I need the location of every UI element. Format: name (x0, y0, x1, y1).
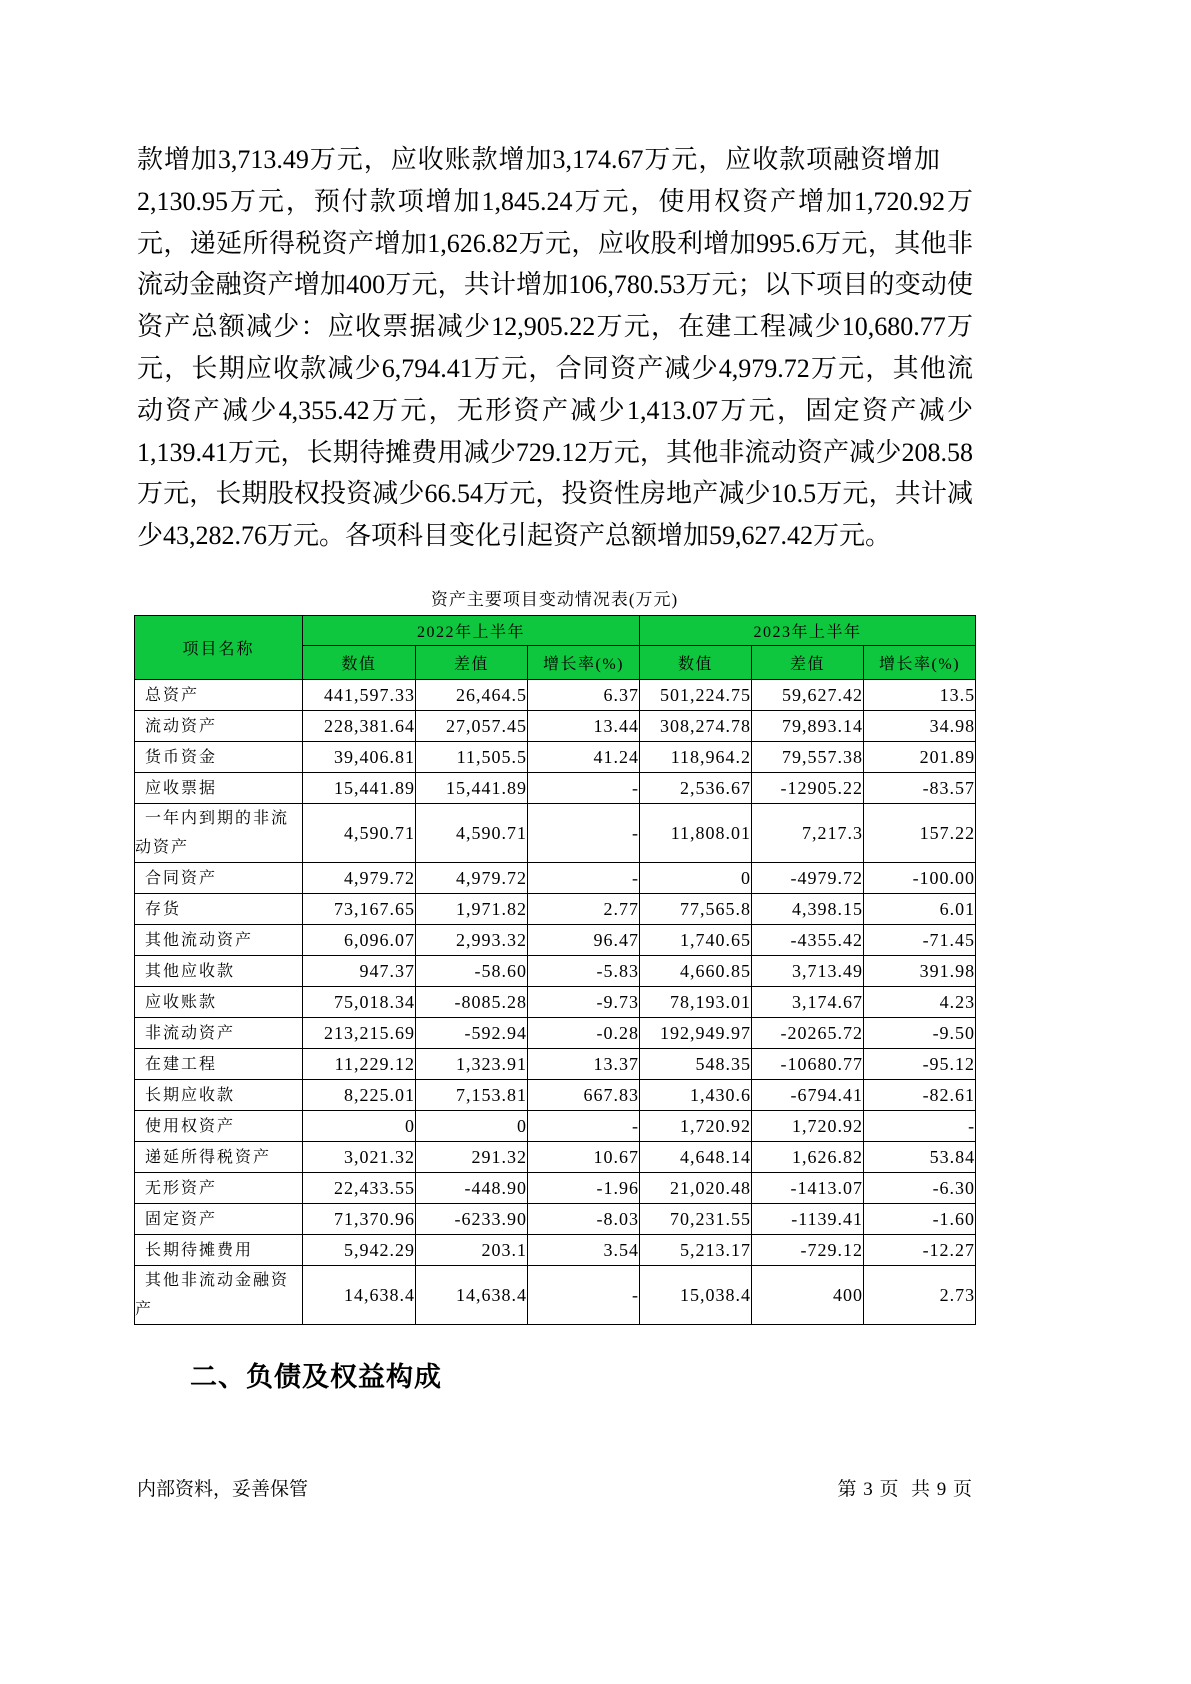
cell-2022-value: 11,229.12 (303, 1049, 416, 1080)
asset-change-table (134, 615, 976, 1325)
cell-2022-value: 3,021.32 (303, 1142, 416, 1173)
cell-2022-value: 71,370.96 (303, 1204, 416, 1235)
cell-2022-value: 73,167.65 (303, 894, 416, 925)
cell-2022-growth: - (528, 1266, 640, 1325)
paragraph-line: 2,130.95万元，预付款项增加1,845.24万元，使用权资产增加1,720.92万 (137, 186, 973, 216)
cell-2023-growth: - (864, 1111, 976, 1142)
cell-2023-growth: 13.5 (864, 680, 976, 711)
row-label: 无形资产 (135, 1173, 303, 1204)
cell-2023-growth: 6.01 (864, 894, 976, 925)
paragraph-line: 款增加3,713.49万元，应收账款增加3,174.67万元，应收款项融资增加 (137, 145, 940, 174)
cell-2023-growth: -100.00 (864, 863, 976, 894)
cell-2023-growth: 4.23 (864, 987, 976, 1018)
table-row (135, 1235, 976, 1266)
cell-2022-value: 8,225.01 (303, 1080, 416, 1111)
cell-2022-value: 947.37 (303, 956, 416, 987)
paragraph-line: 元，长期应收款减少6,794.41万元，合同资产减少4,979.72万元，其他流 (137, 353, 973, 383)
cell-2023-value: 4,660.85 (640, 956, 752, 987)
cell-2022-diff: 4,979.72 (416, 863, 528, 894)
cell-2023-growth: 157.22 (864, 804, 976, 863)
cell-2022-diff: 1,971.82 (416, 894, 528, 925)
cell-2022-diff: 27,057.45 (416, 711, 528, 742)
paragraph-line: 万元，长期股权投资减少66.54万元，投资性房地产减少10.5万元，共计减 (137, 479, 973, 509)
header-period-2022: 2022年上半年 (303, 616, 640, 646)
row-label: 非流动资产 (135, 1018, 303, 1049)
cell-2023-growth: 2.73 (864, 1266, 976, 1325)
cell-2023-diff: -12905.22 (752, 773, 864, 804)
cell-2022-diff: 0 (416, 1111, 528, 1142)
header-2022-growth: 增长率(%) (528, 646, 640, 680)
cell-2023-value: 1,740.65 (640, 925, 752, 956)
cell-2023-value: 0 (640, 863, 752, 894)
cell-2022-growth: 96.47 (528, 925, 640, 956)
cell-2023-diff: 4,398.15 (752, 894, 864, 925)
header-2022-value: 数值 (303, 646, 416, 680)
cell-2022-value: 22,433.55 (303, 1173, 416, 1204)
cell-2022-value: 0 (303, 1111, 416, 1142)
cell-2023-value: 70,231.55 (640, 1204, 752, 1235)
cell-2023-value: 1,430.6 (640, 1080, 752, 1111)
cell-2022-diff: -592.94 (416, 1018, 528, 1049)
cell-2022-value: 5,942.29 (303, 1235, 416, 1266)
cell-2023-value: 21,020.48 (640, 1173, 752, 1204)
cell-2023-diff: 400 (752, 1266, 864, 1325)
row-label: 其他流动资产 (135, 925, 303, 956)
table-row (135, 925, 976, 956)
cell-2023-diff: 3,174.67 (752, 987, 864, 1018)
cell-2023-value: 78,193.01 (640, 987, 752, 1018)
cell-2022-value: 14,638.4 (303, 1266, 416, 1325)
cell-2022-growth: -8.03 (528, 1204, 640, 1235)
cell-2022-growth: -0.28 (528, 1018, 640, 1049)
cell-2023-diff: 7,217.3 (752, 804, 864, 863)
cell-2022-diff: -6233.90 (416, 1204, 528, 1235)
cell-2022-diff: 26,464.5 (416, 680, 528, 711)
paragraph-line: 动资产减少4,355.42万元，无形资产减少1,413.07万元，固定资产减少 (137, 395, 973, 425)
table-header (135, 616, 976, 680)
row-label: 递延所得税资产 (135, 1142, 303, 1173)
cell-2022-growth: -1.96 (528, 1173, 640, 1204)
row-label: 合同资产 (135, 863, 303, 894)
cell-2023-diff: -729.12 (752, 1235, 864, 1266)
table-row (135, 894, 976, 925)
row-label: 其他非流动金融资产 (135, 1266, 303, 1325)
cell-2022-growth: 667.83 (528, 1080, 640, 1111)
cell-2022-diff: -8085.28 (416, 987, 528, 1018)
table-row (135, 987, 976, 1018)
table-row (135, 863, 976, 894)
cell-2023-value: 4,648.14 (640, 1142, 752, 1173)
body-paragraph (137, 139, 973, 557)
cell-2022-growth: - (528, 1111, 640, 1142)
table-row (135, 1111, 976, 1142)
header-2022-diff: 差值 (416, 646, 528, 680)
row-label: 长期应收款 (135, 1080, 303, 1111)
cell-2023-diff: 1,720.92 (752, 1111, 864, 1142)
cell-2022-value: 4,590.71 (303, 804, 416, 863)
cell-2022-value: 39,406.81 (303, 742, 416, 773)
cell-2022-value: 75,018.34 (303, 987, 416, 1018)
cell-2023-diff: 59,627.42 (752, 680, 864, 711)
table-row (135, 804, 976, 863)
table-row (135, 680, 976, 711)
footer-confidential-note: 内部资料，妥善保管 (137, 1479, 309, 1500)
cell-2023-diff: -6794.41 (752, 1080, 864, 1111)
cell-2023-value: 11,808.01 (640, 804, 752, 863)
cell-2022-growth: 6.37 (528, 680, 640, 711)
cell-2023-value: 118,964.2 (640, 742, 752, 773)
cell-2023-growth: 201.89 (864, 742, 976, 773)
cell-2022-diff: 291.32 (416, 1142, 528, 1173)
header-2023-diff: 差值 (752, 646, 864, 680)
cell-2023-growth: -83.57 (864, 773, 976, 804)
cell-2022-growth: - (528, 773, 640, 804)
cell-2023-growth: -82.61 (864, 1080, 976, 1111)
cell-2022-value: 228,381.64 (303, 711, 416, 742)
cell-2023-diff: -10680.77 (752, 1049, 864, 1080)
cell-2023-value: 77,565.8 (640, 894, 752, 925)
header-period-2023: 2023年上半年 (640, 616, 976, 646)
cell-2023-diff: 3,713.49 (752, 956, 864, 987)
cell-2022-value: 4,979.72 (303, 863, 416, 894)
footer-page-number: 第 3 页 共 9 页 (837, 1479, 973, 1500)
cell-2022-diff: 11,505.5 (416, 742, 528, 773)
cell-2023-diff: 79,557.38 (752, 742, 864, 773)
row-label: 长期待摊费用 (135, 1235, 303, 1266)
cell-2022-diff: 2,993.32 (416, 925, 528, 956)
cell-2022-growth: 10.67 (528, 1142, 640, 1173)
cell-2023-value: 15,038.4 (640, 1266, 752, 1325)
cell-2022-growth: 2.77 (528, 894, 640, 925)
row-label: 一年内到期的非流动资产 (135, 804, 303, 863)
row-label: 总资产 (135, 680, 303, 711)
cell-2022-diff: 203.1 (416, 1235, 528, 1266)
table-row (135, 773, 976, 804)
cell-2023-growth: -6.30 (864, 1173, 976, 1204)
cell-2023-value: 5,213.17 (640, 1235, 752, 1266)
cell-2023-growth: -1.60 (864, 1204, 976, 1235)
cell-2022-diff: -448.90 (416, 1173, 528, 1204)
cell-2023-growth: -71.45 (864, 925, 976, 956)
row-label: 固定资产 (135, 1204, 303, 1235)
paragraph-line: 少43,282.76万元。各项科目变化引起资产总额增加59,627.42万元。 (137, 521, 892, 551)
header-item-name: 项目名称 (135, 616, 303, 680)
cell-2022-growth: -5.83 (528, 956, 640, 987)
table-row (135, 711, 976, 742)
cell-2022-growth: 41.24 (528, 742, 640, 773)
row-label: 其他应收款 (135, 956, 303, 987)
cell-2022-growth: 13.37 (528, 1049, 640, 1080)
table-row (135, 956, 976, 987)
cell-2023-diff: -20265.72 (752, 1018, 864, 1049)
cell-2022-diff: 14,638.4 (416, 1266, 528, 1325)
cell-2022-growth: -9.73 (528, 987, 640, 1018)
cell-2022-diff: 4,590.71 (416, 804, 528, 863)
cell-2023-value: 308,274.78 (640, 711, 752, 742)
row-label: 存货 (135, 894, 303, 925)
cell-2022-diff: 15,441.89 (416, 773, 528, 804)
cell-2022-diff: 7,153.81 (416, 1080, 528, 1111)
cell-2022-value: 213,215.69 (303, 1018, 416, 1049)
paragraph-line: 元，递延所得税资产增加1,626.82万元，应收股利增加995.6万元，其他非 (137, 228, 973, 258)
row-label: 货币资金 (135, 742, 303, 773)
cell-2022-value: 6,096.07 (303, 925, 416, 956)
table-title: 资产主要项目变动情况表(万元) (430, 590, 679, 609)
cell-2022-growth: - (528, 804, 640, 863)
cell-2023-growth: 391.98 (864, 956, 976, 987)
cell-2023-growth: -12.27 (864, 1235, 976, 1266)
table-row (135, 1266, 976, 1325)
cell-2022-growth: 13.44 (528, 711, 640, 742)
section-heading: 二、负债及权益构成 (190, 1362, 442, 1392)
paragraph-line: 流动金融资产增加400万元，共计增加106,780.53万元；以下项目的变动使 (137, 270, 973, 300)
header-2023-growth: 增长率(%) (864, 646, 976, 680)
paragraph-line: 1,139.41万元，长期待摊费用减少729.12万元，其他非流动资产减少208.58 (137, 437, 973, 467)
cell-2022-growth: 3.54 (528, 1235, 640, 1266)
cell-2023-value: 1,720.92 (640, 1111, 752, 1142)
cell-2023-value: 192,949.97 (640, 1018, 752, 1049)
cell-2023-value: 2,536.67 (640, 773, 752, 804)
cell-2023-growth: 53.84 (864, 1142, 976, 1173)
cell-2023-diff: -1139.41 (752, 1204, 864, 1235)
row-label: 流动资产 (135, 711, 303, 742)
paragraph-line: 资产总额减少：应收票据减少12,905.22万元，在建工程减少10,680.77万 (137, 312, 973, 342)
cell-2023-value: 548.35 (640, 1049, 752, 1080)
header-2023-value: 数值 (640, 646, 752, 680)
table-row (135, 1142, 976, 1173)
row-label: 应收账款 (135, 987, 303, 1018)
cell-2023-diff: -1413.07 (752, 1173, 864, 1204)
cell-2023-diff: 1,626.82 (752, 1142, 864, 1173)
cell-2022-diff: -58.60 (416, 956, 528, 987)
cell-2023-diff: 79,893.14 (752, 711, 864, 742)
cell-2023-diff: -4979.72 (752, 863, 864, 894)
table-row (135, 1204, 976, 1235)
header-row (135, 616, 976, 646)
cell-2022-value: 15,441.89 (303, 773, 416, 804)
table-row (135, 742, 976, 773)
table-row (135, 1173, 976, 1204)
table-row (135, 1049, 976, 1080)
cell-2023-growth: -9.50 (864, 1018, 976, 1049)
cell-2022-value: 441,597.33 (303, 680, 416, 711)
table-body (135, 680, 976, 1325)
cell-2023-value: 501,224.75 (640, 680, 752, 711)
table-row (135, 1080, 976, 1111)
cell-2023-growth: 34.98 (864, 711, 976, 742)
row-label: 在建工程 (135, 1049, 303, 1080)
cell-2022-diff: 1,323.91 (416, 1049, 528, 1080)
row-label: 应收票据 (135, 773, 303, 804)
table-row (135, 1018, 976, 1049)
row-label: 使用权资产 (135, 1111, 303, 1142)
cell-2023-growth: -95.12 (864, 1049, 976, 1080)
cell-2022-growth: - (528, 863, 640, 894)
cell-2023-diff: -4355.42 (752, 925, 864, 956)
